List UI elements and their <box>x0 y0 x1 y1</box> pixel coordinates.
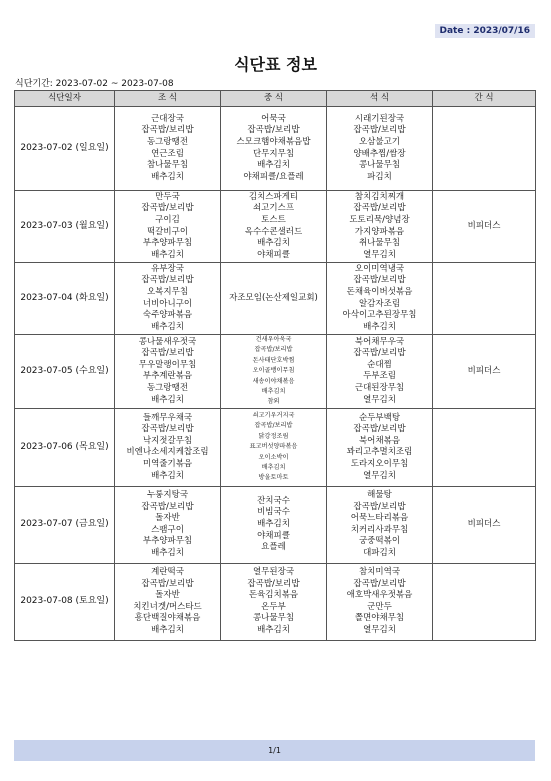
menu-item: 닭강정조림 <box>258 432 289 440</box>
menu-item: 근대장국 <box>151 113 184 124</box>
column-header-lunch: 중 식 <box>221 91 327 107</box>
menu-item: 가지양파볶음 <box>354 226 405 237</box>
menu-item: 흥단백질야채볶음 <box>134 613 201 624</box>
menu-item: 근대된장무침 <box>354 383 405 394</box>
menu-item: 배추김치 <box>261 463 286 471</box>
menu-item: 스모크햄야채볶음밥 <box>236 136 311 147</box>
column-header-dinner: 석 식 <box>327 91 433 107</box>
menu-item: 잡곡밥/보리밥 <box>353 424 406 435</box>
menu-item: 두부조림 <box>363 371 396 382</box>
menu-item: 새송이야채볶음 <box>252 377 295 385</box>
menu-item: 배추김치 <box>363 321 396 332</box>
menu-item: 김치스파게티 <box>248 191 299 202</box>
menu-item: 잡곡밥/보리밥 <box>141 348 194 359</box>
meal-cell-dinner <box>327 263 433 335</box>
table-row <box>15 486 536 563</box>
table-row <box>15 335 536 409</box>
menu-item: 치커리사과무침 <box>350 524 409 535</box>
menu-item: 참외 <box>267 398 280 406</box>
menu-item: 참치미역국 <box>358 567 401 578</box>
menu-item: 옥수수콘샐러드 <box>244 226 303 237</box>
meal-cell-dinner <box>327 335 433 409</box>
meal-cell-lunch <box>221 191 327 263</box>
table-row <box>15 191 536 263</box>
menu-item: 잡곡밥/보리밥 <box>353 275 406 286</box>
meal-cell-breakfast <box>115 563 221 640</box>
menu-item: 대파김치 <box>363 548 396 559</box>
page-title: 식단표 정보 <box>234 55 317 74</box>
menu-item: 오이골뱅이무침 <box>252 367 295 375</box>
menu-item: 온두부 <box>261 601 286 612</box>
menu-item: 배추김치 <box>257 625 290 636</box>
menu-item: 비엔나소세지케찹조림 <box>126 447 209 458</box>
meal-date: 2023-07-07 (금요일) <box>15 486 115 563</box>
menu-item: 해물탕 <box>367 490 392 501</box>
meal-cell-snack <box>433 263 536 335</box>
menu-item: 콩나물무침 <box>252 613 295 624</box>
menu-item: 자조모임(논산제일교회) <box>229 292 318 303</box>
table-row <box>15 563 536 640</box>
menu-item: 궁중떡볶이 <box>358 536 401 547</box>
menu-item: 열무된장국 <box>252 567 295 578</box>
meal-cell-lunch <box>221 107 327 191</box>
menu-item: 꽈리고추멸치조림 <box>346 447 413 458</box>
meal-cell-breakfast <box>115 107 221 191</box>
meal-cell-dinner <box>327 563 433 640</box>
menu-item: 도토리묵/양념장 <box>349 214 410 225</box>
meal-cell-lunch <box>221 263 327 335</box>
menu-item: 건새우아욱국 <box>255 336 292 343</box>
menu-item: 북어채무우국 <box>354 336 405 347</box>
menu-item: 배추김치 <box>151 470 184 481</box>
menu-item: 아삭이고추된장무침 <box>342 310 417 321</box>
menu-item: 돌자반 <box>155 513 180 524</box>
menu-item: 쇠고기스프 <box>252 203 295 214</box>
menu-item: 잡곡밥/보리밥 <box>353 125 406 136</box>
menu-item: 잡곡밥/보리밥 <box>141 501 194 512</box>
menu-item: 돌자반 <box>155 590 180 601</box>
menu-item: 치킨너겟/머스타드 <box>133 601 202 612</box>
menu-item: 잡곡밥/보리밥 <box>141 424 194 435</box>
menu-item: 열무김치 <box>363 394 396 405</box>
menu-item: 들깨무우채국 <box>142 412 193 423</box>
menu-item: 야채피클 <box>257 249 290 260</box>
menu-item: 잡곡밥/보리밥 <box>353 348 406 359</box>
column-header-date: 식단일자 <box>15 91 115 107</box>
menu-item: 쫄면야채무침 <box>354 613 405 624</box>
menu-item: 잡곡밥/보리밥 <box>254 422 293 430</box>
menu-item: 배추김치 <box>151 625 184 636</box>
menu-item: 부추계란볶음 <box>142 371 193 382</box>
menu-item: 비빔국수 <box>257 507 290 518</box>
menu-item: 배추김치 <box>261 388 286 396</box>
menu-item: 동그랑땡전 <box>146 136 189 147</box>
menu-item: 순두부백탕 <box>358 412 401 423</box>
menu-item: 요플레 <box>261 542 286 553</box>
meal-cell-snack <box>433 408 536 486</box>
menu-item: 북어채볶음 <box>358 435 401 446</box>
menu-item: 무우말랭이무침 <box>138 359 197 370</box>
meal-cell-breakfast <box>115 335 221 409</box>
menu-item: 참치김치찌개 <box>354 191 405 202</box>
meal-cell-breakfast <box>115 486 221 563</box>
column-header-snack: 간 식 <box>433 91 536 107</box>
meal-cell-snack <box>433 335 536 409</box>
menu-item: 비피더스 <box>467 365 501 376</box>
menu-item: 잡곡밥/보리밥 <box>247 125 300 136</box>
menu-item: 잡곡밥/보리밥 <box>141 203 194 214</box>
meal-cell-snack <box>433 107 536 191</box>
meal-date: 2023-07-02 (일요일) <box>15 107 115 191</box>
menu-item: 양배추찜/쌈장 <box>353 148 406 159</box>
menu-item: 열무김치 <box>363 249 396 260</box>
menu-item: 배추김치 <box>257 519 290 530</box>
menu-item: 잔치국수 <box>257 495 290 506</box>
menu-item: 배추김치 <box>151 249 184 260</box>
menu-item: 잡곡밥/보리밥 <box>141 578 194 589</box>
table-row <box>15 107 536 191</box>
menu-item: 배추김치 <box>257 160 290 171</box>
table-row <box>15 408 536 486</box>
menu-item: 군만두 <box>367 601 392 612</box>
menu-item: 배추김치 <box>151 394 184 405</box>
menu-item: 참나물무침 <box>146 160 189 171</box>
menu-item: 돈채육이버섯볶음 <box>346 286 413 297</box>
menu-item: 순대찜 <box>367 359 392 370</box>
meal-cell-dinner <box>327 107 433 191</box>
page-footer <box>14 740 535 761</box>
menu-item: 너비아니구이 <box>142 298 193 309</box>
menu-item: 콩나물무침 <box>358 160 401 171</box>
meal-cell-lunch <box>221 335 327 409</box>
meal-cell-dinner <box>327 486 433 563</box>
menu-item: 돈사태단호박찜 <box>252 356 295 364</box>
menu-item: 토스트 <box>261 214 286 225</box>
menu-item: 단무지무침 <box>252 148 295 159</box>
menu-item: 부추양파무침 <box>142 536 193 547</box>
meal-cell-lunch <box>221 563 327 640</box>
meal-cell-lunch <box>221 486 327 563</box>
meal-date: 2023-07-05 (수요일) <box>15 335 115 409</box>
menu-item: 오이미역냉국 <box>354 263 405 274</box>
meal-date: 2023-07-08 (토요일) <box>15 563 115 640</box>
table-header-row <box>15 91 536 107</box>
menu-item: 쇠고기우거지국 <box>252 411 295 419</box>
menu-item: 알감자조림 <box>358 298 401 309</box>
menu-item: 열무김치 <box>363 625 396 636</box>
menu-item: 유부장국 <box>151 263 184 274</box>
menu-item: 배추김치 <box>151 171 184 182</box>
meal-plan-table <box>14 90 536 641</box>
menu-item: 떡갈비구이 <box>146 226 189 237</box>
menu-item: 연근조림 <box>151 148 184 159</box>
menu-item: 콩나물새우젓국 <box>138 336 197 347</box>
meal-date: 2023-07-03 (월요일) <box>15 191 115 263</box>
menu-item: 파김치 <box>367 171 392 182</box>
menu-item: 잡곡밥/보리밥 <box>353 501 406 512</box>
menu-item: 표고버섯양파볶음 <box>249 443 298 451</box>
menu-item: 방울토마토 <box>258 474 289 482</box>
column-header-breakfast: 조 식 <box>115 91 221 107</box>
menu-item: 시래기된장국 <box>354 113 405 124</box>
menu-item: 배추김치 <box>151 548 184 559</box>
table-row <box>15 263 536 335</box>
menu-item: 오삼불고기 <box>358 136 401 147</box>
menu-item: 동그랑땡전 <box>146 383 189 394</box>
date-badge: Date : 2023/07/16 <box>435 24 536 38</box>
menu-item: 도라지오이무침 <box>350 458 409 469</box>
menu-item: 배추김치 <box>257 238 290 249</box>
menu-item: 만두국 <box>155 191 180 202</box>
menu-item: 잡곡밥/보리밥 <box>254 346 293 354</box>
menu-item: 잡곡밥/보리밥 <box>353 578 406 589</box>
menu-item: 취나물무침 <box>358 238 401 249</box>
menu-item: 숙주양파볶음 <box>142 310 193 321</box>
menu-item: 잡곡밥/보리밥 <box>141 275 194 286</box>
meal-date: 2023-07-06 (목요일) <box>15 408 115 486</box>
page-number: 1/1 <box>268 746 281 755</box>
meal-cell-snack <box>433 486 536 563</box>
menu-item: 야채피클 <box>257 530 290 541</box>
meal-cell-snack <box>433 191 536 263</box>
menu-item: 누룽지탕국 <box>146 490 189 501</box>
menu-item: 구이김 <box>155 214 180 225</box>
meal-cell-dinner <box>327 191 433 263</box>
menu-item: 오복지무침 <box>146 286 189 297</box>
menu-item: 잡곡밥/보리밥 <box>247 578 300 589</box>
menu-period: 식단기간: 2023-07-02 ~ 2023-07-08 <box>15 79 174 89</box>
meal-cell-breakfast <box>115 408 221 486</box>
menu-item: 계란떡국 <box>151 567 184 578</box>
menu-item: 잡곡밥/보리밥 <box>141 125 194 136</box>
meal-date: 2023-07-04 (화요일) <box>15 263 115 335</box>
menu-item: 어묵느타리볶음 <box>350 513 409 524</box>
menu-item: 배추김치 <box>151 321 184 332</box>
meal-cell-breakfast <box>115 263 221 335</box>
menu-item: 스팸구이 <box>151 524 184 535</box>
menu-item: 비피더스 <box>467 519 501 530</box>
menu-item: 돈육김치볶음 <box>248 590 299 601</box>
menu-item: 열무김치 <box>363 470 396 481</box>
menu-item: 오이소박이 <box>258 453 289 461</box>
menu-item: 잡곡밥/보리밥 <box>353 203 406 214</box>
meal-cell-breakfast <box>115 191 221 263</box>
meal-cell-dinner <box>327 408 433 486</box>
menu-item: 비피더스 <box>467 220 501 231</box>
menu-item: 낙지젓갈무침 <box>142 435 193 446</box>
menu-item: 애호박새우젓볶음 <box>346 590 413 601</box>
menu-item: 부추양파무침 <box>142 238 193 249</box>
menu-item: 야채피클/요플레 <box>243 171 304 182</box>
meal-cell-snack <box>433 563 536 640</box>
menu-item: 미역줄기볶음 <box>142 458 193 469</box>
menu-item: 어묵국 <box>261 113 286 124</box>
meal-cell-lunch <box>221 408 327 486</box>
